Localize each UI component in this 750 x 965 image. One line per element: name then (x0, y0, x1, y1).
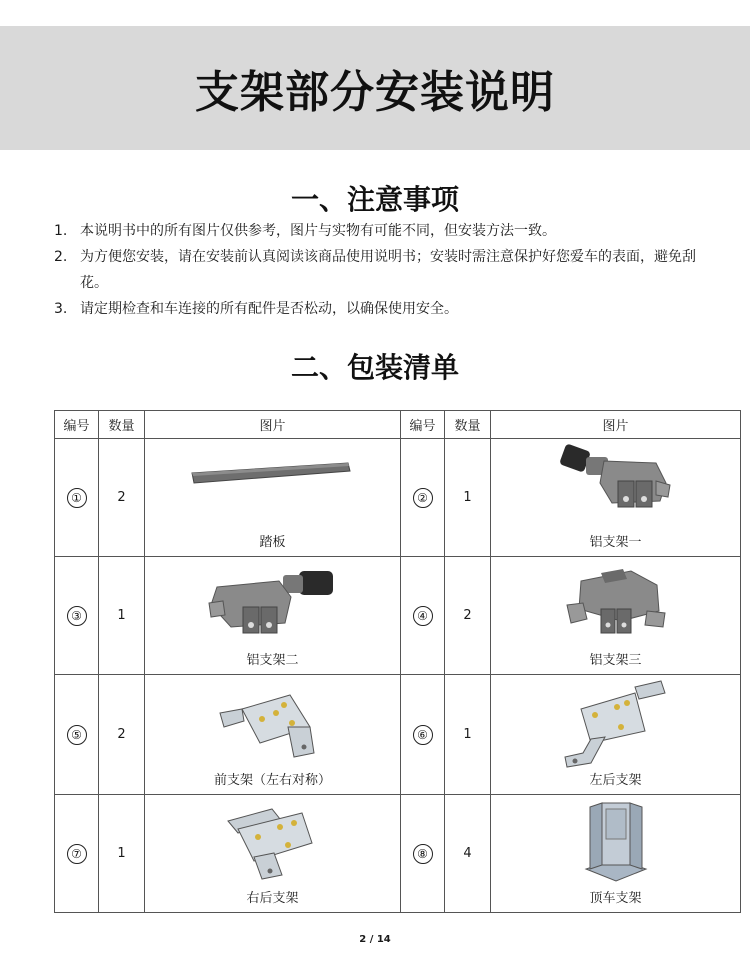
item-id: ⑦ (67, 844, 87, 864)
table-row (55, 795, 741, 913)
item-qty: 2 (99, 439, 145, 557)
packing-list-table (54, 410, 741, 913)
item-number: 1. (54, 223, 68, 239)
item-id-cell (55, 675, 99, 795)
item-id: ② (413, 488, 433, 508)
item-name: 前支架（左右对称） (213, 773, 331, 788)
item-qty: 1 (99, 557, 145, 675)
item-text: 请定期检查和车连接的所有配件是否松动，以确保使用安全。 (80, 301, 458, 317)
item-id: ⑤ (67, 725, 87, 745)
notices-list (54, 218, 714, 322)
item-picture-cell (145, 795, 401, 913)
item-number: 2. (54, 249, 68, 265)
item-qty: 1 (445, 439, 491, 557)
col-header-number: 编号 (401, 411, 445, 439)
item-id: ⑥ (413, 725, 433, 745)
item-picture-cell (491, 557, 741, 675)
item-picture-cell (145, 439, 401, 557)
item-name: 右后支架 (246, 891, 299, 906)
item-text: 本说明书中的所有图片仅供参考，图片与实物有可能不同，但安装方法一致。 (80, 223, 556, 239)
list-item (54, 244, 714, 296)
item-qty: 2 (99, 675, 145, 795)
col-header-quantity: 数量 (99, 411, 145, 439)
item-name: 铝支架一 (589, 535, 642, 550)
step-board-icon (188, 457, 358, 487)
motor-bracket-icon (556, 441, 676, 527)
item-id: ⑧ (413, 844, 433, 864)
front-plate-bracket-icon (218, 683, 328, 767)
item-name: 顶车支架 (589, 891, 642, 906)
item-name: 铝支架三 (589, 653, 642, 668)
item-picture-cell (145, 675, 401, 795)
item-picture-cell (491, 439, 741, 557)
list-item (54, 218, 714, 244)
right-rear-plate-icon (218, 799, 328, 883)
packing-heading: 二、包装清单 (290, 351, 459, 384)
col-header-number: 编号 (55, 411, 99, 439)
item-id-cell (401, 795, 445, 913)
title-banner (0, 26, 750, 150)
item-id-cell (55, 557, 99, 675)
table-row (55, 557, 741, 675)
page-number: 2 / 14 (359, 934, 391, 945)
item-qty: 2 (445, 557, 491, 675)
table-row (55, 675, 741, 795)
table-header-row (55, 411, 741, 439)
table-row (55, 439, 741, 557)
item-id: ③ (67, 606, 87, 626)
item-id-cell (55, 439, 99, 557)
item-name: 左后支架 (589, 773, 642, 788)
item-qty: 1 (99, 795, 145, 913)
list-item (54, 296, 714, 322)
item-id-cell (401, 557, 445, 675)
col-header-quantity: 数量 (445, 411, 491, 439)
item-qty: 4 (445, 795, 491, 913)
item-picture-cell (491, 795, 741, 913)
item-picture-cell (145, 557, 401, 675)
item-id-cell (401, 675, 445, 795)
item-picture-cell (491, 675, 741, 795)
item-name: 踏板 (259, 535, 286, 550)
aluminum-bracket-icon (561, 563, 671, 643)
item-id-cell (401, 439, 445, 557)
item-text: 为方便您安装，请在安装前认真阅读该商品使用说明书；安装时需注意保护好您爱车的表面，避免刮花。 (80, 249, 696, 291)
left-rear-plate-icon (561, 679, 671, 775)
col-header-picture: 图片 (491, 411, 741, 439)
item-qty: 1 (445, 675, 491, 795)
jack-bracket-icon (576, 799, 656, 885)
item-number: 3. (54, 301, 68, 317)
item-name: 铝支架二 (246, 653, 299, 668)
notices-heading: 一、注意事项 (290, 183, 459, 216)
page-title: 支架部分安装说明 (195, 67, 555, 118)
item-id: ① (67, 488, 87, 508)
col-header-picture: 图片 (145, 411, 401, 439)
motor-bracket-icon (203, 563, 343, 643)
item-id-cell (55, 795, 99, 913)
item-id: ④ (413, 606, 433, 626)
